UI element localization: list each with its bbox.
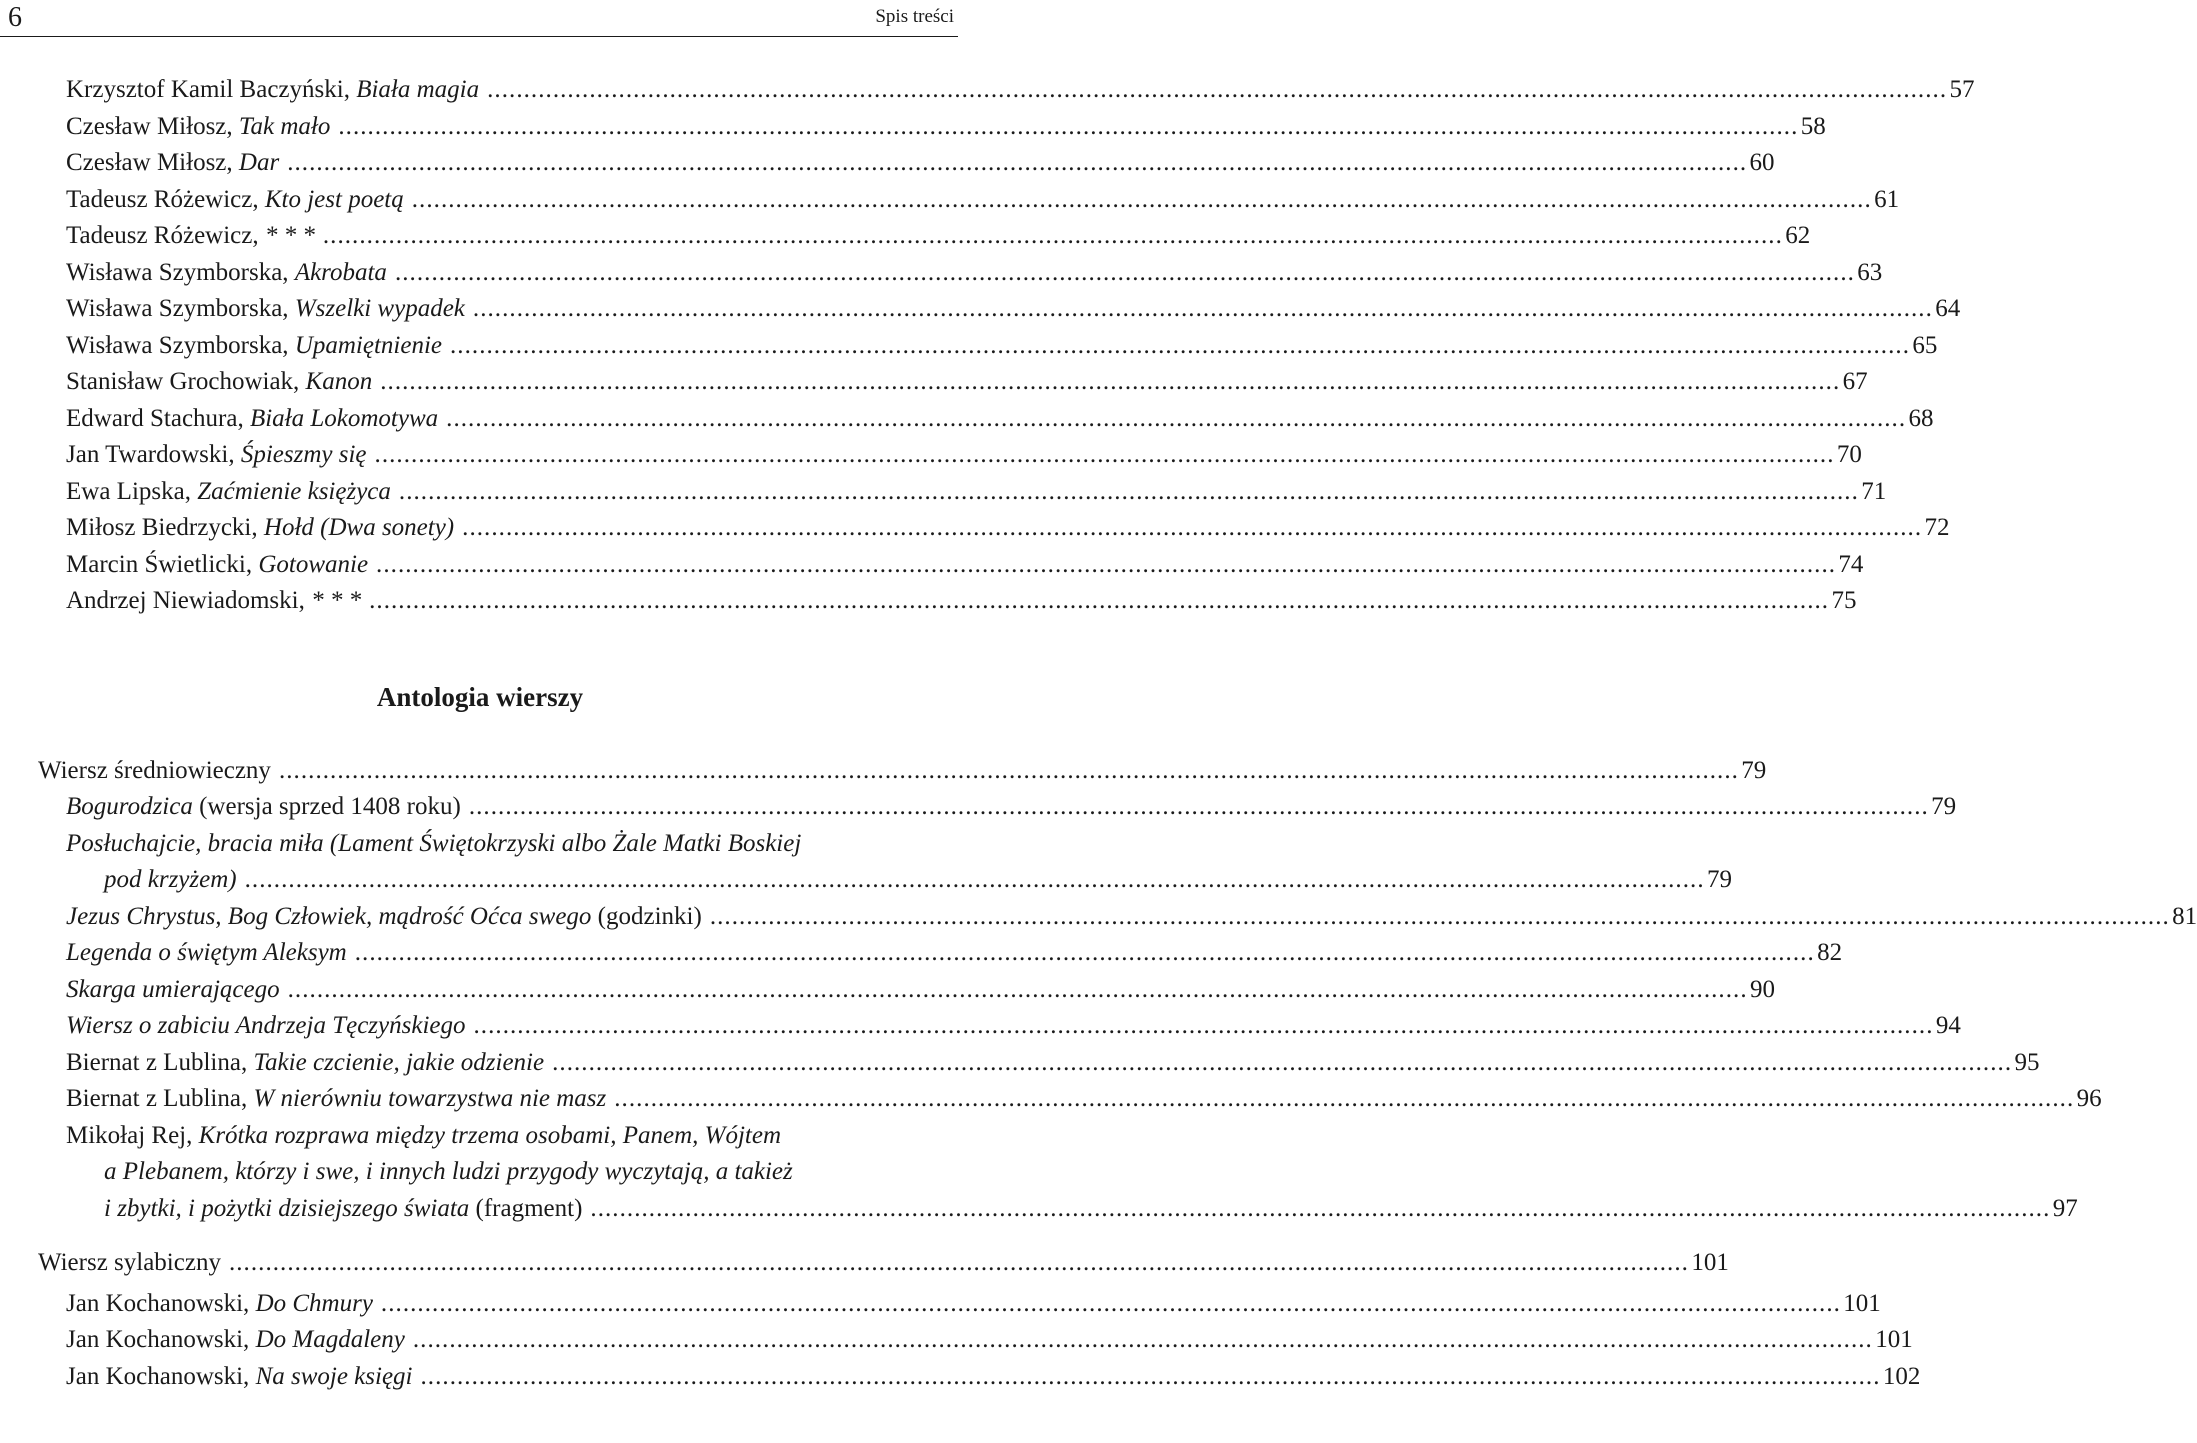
entry-note: (wersja sprzed 1408 roku)	[192, 793, 461, 820]
entry-title: Biała Lokomotywa	[249, 404, 439, 432]
toc-entry[interactable]	[0, 583, 1857, 620]
toc-entry[interactable]	[0, 474, 1887, 511]
entry-title: Dar	[238, 149, 280, 176]
leader-dots	[395, 255, 1851, 292]
toc-entry[interactable]	[0, 935, 1843, 972]
leader-dots	[288, 972, 1744, 1009]
toc-entry[interactable]	[0, 401, 1934, 438]
leader-dots	[229, 1245, 1685, 1282]
entry-author: Miłosz Biedrzycki,	[66, 514, 264, 541]
entry-title: Kanon	[305, 368, 373, 395]
leader-dots	[381, 1286, 1837, 1323]
entry-page: 90	[1749, 975, 1775, 1003]
entry-author: Jan Kochanowski,	[66, 1362, 256, 1390]
entry-author: Biernat z Lublina,	[66, 1048, 254, 1076]
leader-dots	[375, 437, 1831, 474]
leader-dots	[279, 753, 1735, 790]
toc-entry[interactable]	[0, 547, 1864, 584]
leader-dots	[338, 109, 1794, 146]
entry-title: W nierówniu towarzystwa nie masz	[253, 1085, 607, 1112]
entry-note: (fragment)	[469, 1194, 583, 1222]
entry-title: a Plebanem, którzy i swe, i innych ludzi przygody wyczytają, a takież	[104, 1158, 793, 1185]
toc-entry[interactable]	[0, 1008, 1961, 1045]
entry-title: Hołd (Dwa sonety)	[263, 514, 455, 541]
entry-title: Legenda o świętym Aleksym	[66, 939, 347, 966]
entry-title: Kto jest poetą	[264, 185, 404, 213]
toc-entry-line[interactable]	[0, 1154, 960, 1191]
toc-entry[interactable]	[0, 1286, 1881, 1323]
entry-page: 102	[1882, 1362, 1921, 1390]
toc-entry[interactable]	[0, 109, 1826, 146]
entry-page: 72	[1924, 514, 1950, 541]
leader-dots	[413, 1322, 1869, 1359]
toc-entry[interactable]	[0, 1081, 2102, 1118]
leader-dots	[287, 145, 1743, 182]
entry-page: 61	[1874, 185, 1900, 213]
entry-title: Biała magia	[356, 76, 480, 103]
toc-entry[interactable]	[0, 862, 1732, 899]
toc-entry-line[interactable]	[0, 826, 960, 863]
entry-author: Edward Stachura,	[66, 404, 250, 432]
toc-entry[interactable]	[0, 72, 1975, 109]
table-of-contents	[0, 72, 2197, 1395]
leader-dots	[369, 583, 1825, 620]
entry-page: 65	[1912, 331, 1938, 359]
contents-group-2	[0, 1286, 1921, 1396]
entry-page: 81	[2172, 902, 2197, 930]
entry-page: 101	[1875, 1326, 1913, 1353]
toc-entry-line[interactable]	[0, 1118, 960, 1155]
entry-text: Wiersz sylabiczny	[38, 1249, 221, 1276]
entry-author: Andrzej Niewiadomski,	[66, 587, 312, 614]
leader-dots	[473, 291, 1929, 328]
entry-title: Skarga umierającego	[66, 975, 280, 1003]
toc-entry[interactable]	[0, 1045, 2040, 1082]
toc-entry[interactable]	[0, 899, 2197, 936]
leader-dots	[446, 401, 1902, 438]
entry-text: Wiersz średniowieczny	[38, 756, 271, 784]
leader-dots	[590, 1191, 2046, 1228]
leader-dots	[487, 72, 1943, 109]
entry-author: Krzysztof Kamil Baczyński,	[66, 76, 357, 103]
contents-part-1	[0, 72, 1975, 620]
entry-page: 71	[1861, 477, 1887, 505]
entry-author: Mikołaj Rej,	[66, 1121, 199, 1149]
entry-author: Wisława Szymborska,	[66, 258, 295, 286]
leader-dots	[462, 510, 1918, 547]
entry-page: 67	[1842, 368, 1868, 395]
entry-title: Upamiętnienie	[294, 331, 442, 359]
entry-page: 94	[1935, 1012, 1961, 1039]
entry-page: 74	[1838, 550, 1864, 578]
toc-entry[interactable]	[0, 291, 1961, 328]
entry-page: 75	[1831, 587, 1857, 614]
entry-page: 101	[1691, 1249, 1729, 1276]
entry-author: Jan Kochanowski,	[66, 1289, 256, 1317]
entry-title: * * *	[311, 587, 362, 614]
entry-title: Takie czcienie, jakie odzienie	[253, 1048, 545, 1076]
toc-entry[interactable]	[0, 789, 1957, 826]
entry-author: Tadeusz Różewicz,	[66, 222, 265, 249]
entry-page: 79	[1931, 793, 1957, 820]
leader-dots	[412, 182, 1868, 219]
entry-author: Biernat z Lublina,	[66, 1085, 254, 1112]
toc-entry[interactable]	[0, 1191, 2078, 1228]
entry-title: Wiersz o zabiciu Andrzeja Tęczyńskiego	[66, 1012, 466, 1039]
entry-author: Jan Twardowski,	[66, 441, 241, 468]
leader-dots	[552, 1045, 2008, 1082]
toc-entry[interactable]	[0, 145, 1775, 182]
toc-entry[interactable]	[0, 1322, 1913, 1359]
entry-title: i zbytki, i pożytki dzisiejszego świata	[104, 1194, 470, 1222]
toc-entry[interactable]	[0, 1359, 1921, 1396]
entry-page: 97	[2052, 1194, 2078, 1222]
entry-author: Tadeusz Różewicz,	[66, 185, 265, 213]
entry-page: 68	[1908, 404, 1934, 432]
leader-dots	[710, 899, 2166, 936]
entry-title: Na swoje księgi	[255, 1362, 413, 1390]
entry-title: Śpieszmy się	[240, 441, 367, 468]
entry-page: 57	[1949, 76, 1975, 103]
leader-dots	[355, 935, 1811, 972]
entry-page: 95	[2014, 1048, 2040, 1076]
entry-author: Jan Kochanowski,	[66, 1326, 256, 1353]
entry-page: 82	[1817, 939, 1843, 966]
entry-title: pod krzyżem)	[104, 866, 237, 893]
page-header	[0, 0, 960, 40]
entry-title: Jezus Chrystus, Bog Człowiek, mądrość Oćca swego	[66, 902, 592, 930]
toc-entry[interactable]	[0, 182, 1900, 219]
toc-heading-wiersz-sylabiczny[interactable]	[0, 1245, 1729, 1282]
entry-author: Wisława Szymborska,	[66, 331, 295, 359]
entry-author: Stanisław Grochowiak,	[66, 368, 306, 395]
toc-heading-wiersz-sredniowieczny[interactable]	[0, 753, 1767, 790]
entry-title: Do Chmury	[255, 1289, 373, 1317]
toc-entry[interactable]	[0, 218, 1811, 255]
toc-entry[interactable]	[0, 255, 1883, 292]
entry-page: 79	[1706, 866, 1732, 893]
entry-author: Czesław Miłosz,	[66, 149, 239, 176]
entry-note: (godzinki)	[591, 902, 702, 930]
page-number: 6	[8, 2, 22, 33]
entry-page: 62	[1785, 222, 1811, 249]
header-rule	[0, 36, 958, 37]
toc-entry[interactable]	[0, 437, 1862, 474]
leader-dots	[399, 474, 1855, 511]
entry-page: 58	[1800, 112, 1826, 140]
entry-page: 79	[1741, 756, 1767, 784]
leader-dots	[376, 547, 1832, 584]
toc-entry[interactable]	[0, 328, 1938, 365]
section-title: Antologia wierszy	[376, 681, 584, 712]
leader-dots	[323, 218, 1779, 255]
entry-title: Wszelki wypadek	[294, 295, 465, 322]
entry-page: 60	[1749, 149, 1775, 176]
entry-page: 63	[1857, 258, 1883, 286]
entry-author: Czesław Miłosz,	[66, 112, 239, 140]
entry-page: 70	[1836, 441, 1862, 468]
entry-title: Tak mało	[238, 112, 331, 140]
entry-page: 96	[2076, 1085, 2102, 1112]
entry-page: 101	[1843, 1289, 1881, 1317]
leader-dots	[614, 1081, 2070, 1118]
leader-dots	[245, 862, 1701, 899]
leader-dots	[421, 1359, 1877, 1396]
entry-title: Krótka rozprawa między trzema osobami, Panem, Wójtem	[198, 1121, 782, 1149]
entry-author: Ewa Lipska,	[66, 477, 198, 505]
toc-entry[interactable]	[0, 364, 1868, 401]
running-title: Spis treści	[875, 6, 954, 27]
leader-dots	[380, 364, 1836, 401]
entry-author: Marcin Świetlicki,	[66, 550, 259, 578]
entry-title: Gotowanie	[258, 550, 369, 578]
leader-dots	[469, 789, 1925, 826]
entry-title: Zaćmienie księżyca	[197, 477, 391, 505]
toc-entry[interactable]	[0, 972, 1775, 1009]
entry-title: * * *	[264, 222, 315, 249]
leader-dots	[450, 328, 1906, 365]
leader-dots	[474, 1008, 1930, 1045]
entry-page: 64	[1935, 295, 1961, 322]
entry-title: Bogurodzica	[66, 793, 193, 820]
toc-entry[interactable]	[0, 510, 1950, 547]
entry-title: Posłuchajcie, bracia miła (Lament Świętokrzyski albo Żale Matki Boskiej	[66, 829, 802, 857]
entry-title: Do Magdaleny	[255, 1326, 405, 1353]
entry-author: Wisława Szymborska,	[66, 295, 295, 322]
entry-title: Akrobata	[294, 258, 387, 286]
